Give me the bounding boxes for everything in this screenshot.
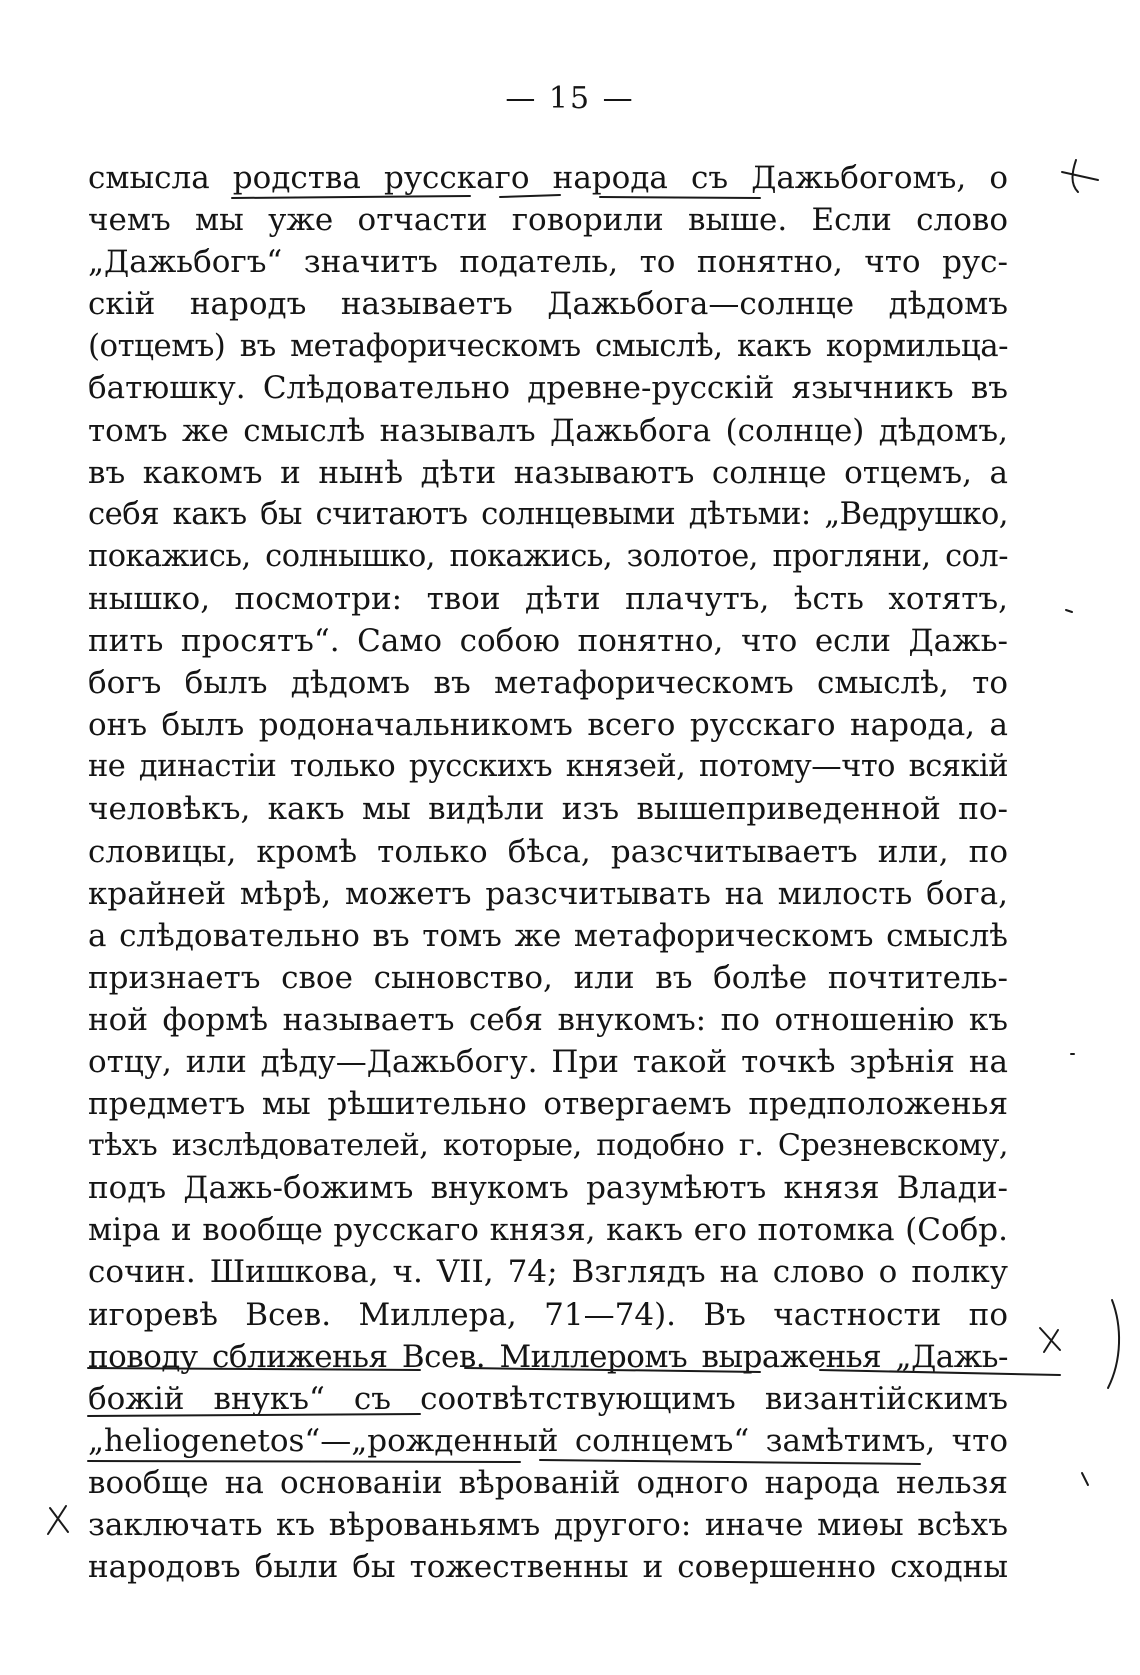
text-line: отцу, или дѣду—Дажьбогу. При такой точкѣ зрѣнія на bbox=[88, 1043, 1008, 1080]
text-line: игоревѣ Всев. Миллера, 71—74). Въ частности по bbox=[88, 1296, 1008, 1333]
text-line: человѣкъ, какъ мы видѣли изъ вышеприведенной по- bbox=[88, 791, 1008, 828]
text-line: нышко, посмотри: твои дѣти плачутъ, ѣсть хотятъ, bbox=[88, 580, 1008, 617]
text-line: крайней мѣрѣ, можетъ разсчитывать на милость бога, bbox=[88, 875, 1008, 912]
margin-tick-mark bbox=[1066, 610, 1072, 612]
text-line: подъ Дажь-божимъ внукомъ разумѣютъ князя Влади- bbox=[88, 1170, 1008, 1207]
text-line: батюшку. Слѣдовательно древне-русскій язычникъ въ bbox=[88, 370, 1008, 407]
text-line: томъ же смыслѣ называлъ Дажьбога (солнце) дѣдомъ, bbox=[88, 412, 1008, 449]
text-line: (отцемъ) въ метафорическомъ смыслѣ, какъ кормильца- bbox=[88, 328, 1008, 365]
text-line: міра и вообще русскаго князя, какъ его потомка (Собр. bbox=[88, 1212, 1008, 1249]
text-line: чемъ мы уже отчасти говорили выше. Если слово bbox=[88, 202, 1008, 239]
text-line: предметъ мы рѣшительно отвергаемъ предположенья bbox=[88, 1086, 1008, 1123]
text-line: поводу сближенья Всев. Миллеромъ выраженья „Дажь- bbox=[88, 1338, 1008, 1375]
text-line: „Дажьбогъ“ значитъ податель, то понятно, что рус- bbox=[88, 244, 1008, 281]
text-line: смысла родства русскаго народа съ Дажьбогомъ, о bbox=[88, 160, 1008, 196]
text-line: а слѣдовательно въ томъ же метафорическомъ смыслѣ bbox=[88, 917, 1008, 954]
text-line: тѣхъ изслѣдователей, которые, подобно г. Срезневскому, bbox=[88, 1128, 1008, 1164]
text-line: народовъ были бы тожественны и совершенно сходны bbox=[88, 1549, 1008, 1586]
text-line: богъ былъ дѣдомъ въ метафорическомъ смыслѣ, то bbox=[88, 665, 1008, 702]
text-line: въ какомъ и нынѣ дѣти называютъ солнце отцемъ, а bbox=[88, 454, 1008, 491]
text-line: скій народъ называетъ Дажьбога—солнце дѣдомъ bbox=[88, 286, 1008, 323]
margin-bracket-mark bbox=[1108, 1300, 1119, 1388]
text-line: признаетъ свое сыновство, или въ болѣе почтитель- bbox=[88, 959, 1008, 996]
text-line: сочин. Шишкова, ч. VII, 74; Взглядъ на слово о полку bbox=[88, 1254, 1008, 1291]
text-line: вообще на основаніи вѣрованій одного народа нельзя bbox=[88, 1464, 1008, 1501]
text-line: ной формѣ называетъ себя внукомъ: по отношенію къ bbox=[88, 1001, 1008, 1038]
margin-tick-mark bbox=[1082, 1473, 1088, 1485]
text-line: не династіи только русскихъ князей, потому—что всякій bbox=[88, 749, 1008, 785]
text-line: покажись, солнышко, покажись, золотое, прогляни, сол- bbox=[88, 538, 1008, 574]
text-line: пить просятъ“. Само собою понятно, что если Дажь- bbox=[88, 623, 1008, 660]
text-line: „heliogenetos“—„рожденный солнцемъ“ замѣтимъ, что bbox=[88, 1422, 1008, 1459]
text-line: онъ былъ родоначальникомъ всего русскаго народа, а bbox=[88, 707, 1008, 744]
text-line: словицы, кромѣ только бѣса, разсчитываетъ или, по bbox=[88, 833, 1008, 870]
margin-x-mark bbox=[48, 1506, 68, 1534]
margin-plus-mark bbox=[1062, 160, 1098, 192]
text-line: себя какъ бы считаютъ солнцевыми дѣтьми: „Ведрушко, bbox=[88, 496, 1008, 532]
text-line: божій внукъ“ съ соотвѣтствующимъ византійскимъ bbox=[88, 1380, 1008, 1417]
text-line: заключать къ вѣрованьямъ другого: иначе миѳы всѣхъ bbox=[88, 1507, 1008, 1543]
margin-cross-mark bbox=[1040, 1328, 1060, 1352]
page-number: — 15 — bbox=[505, 81, 635, 116]
body-text bbox=[88, 157, 1008, 1588]
